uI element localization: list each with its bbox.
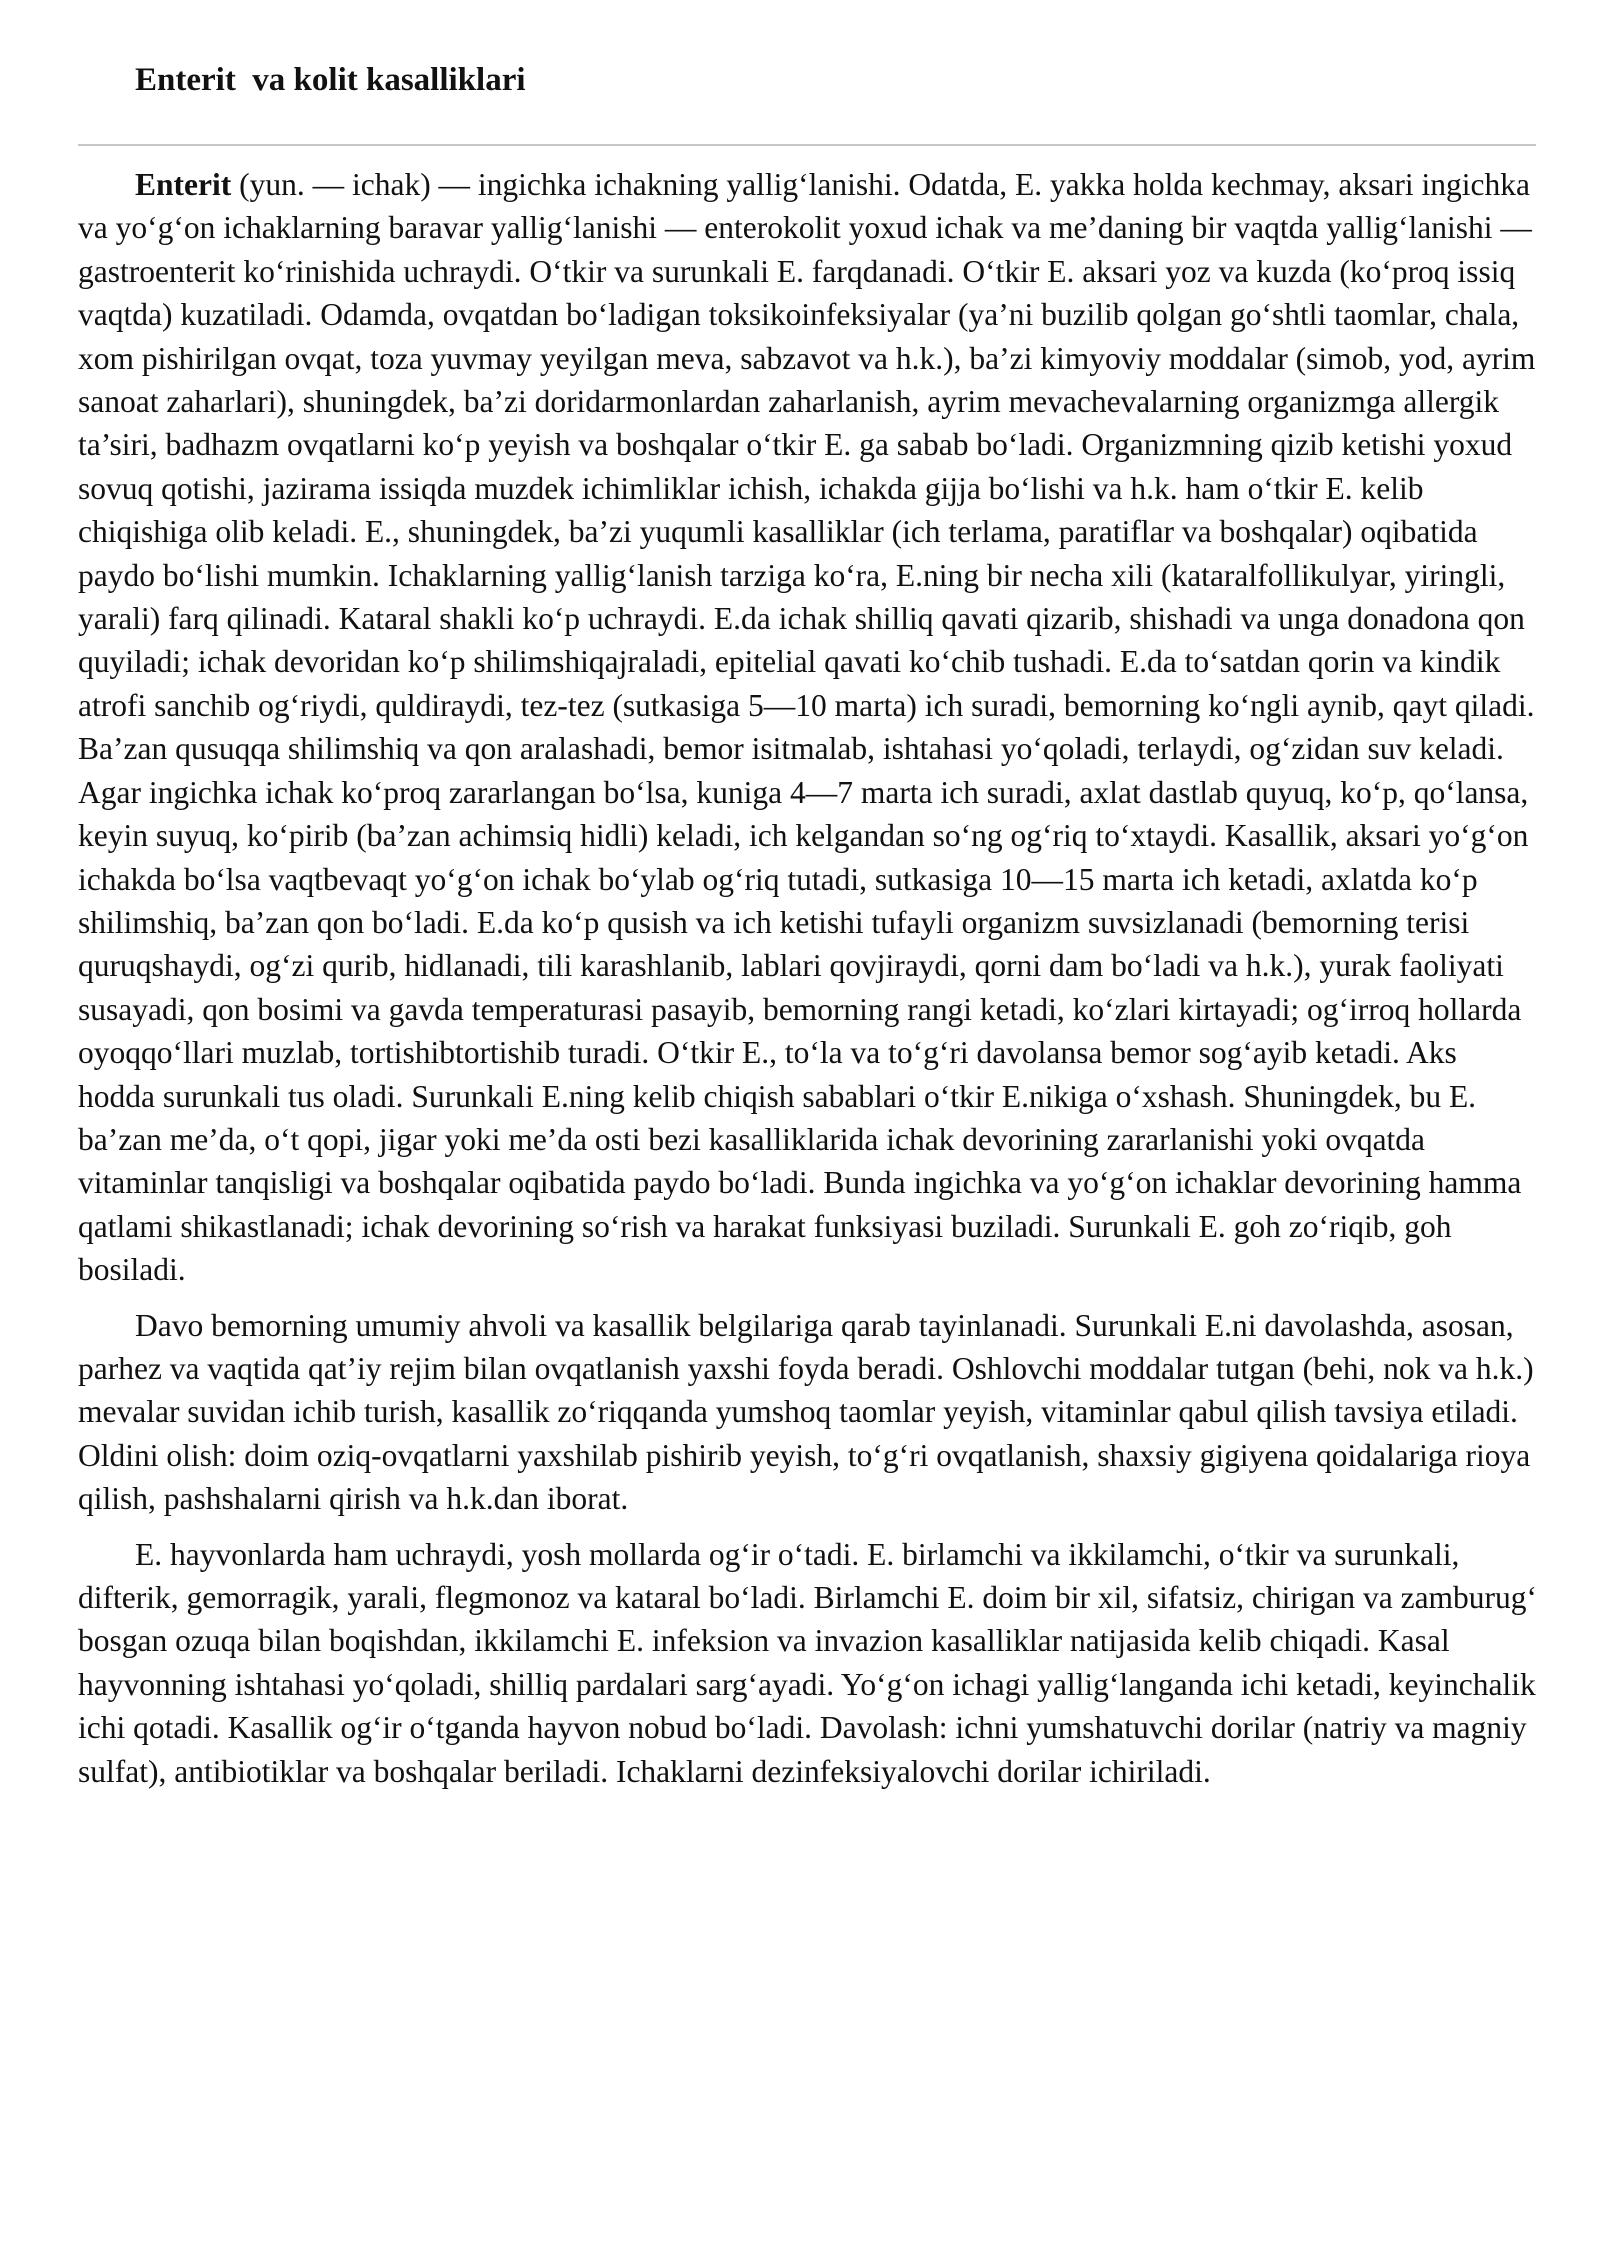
paragraph-enterit-definition [78, 163, 1538, 1292]
title-divider [78, 144, 1536, 146]
term-enterit: Enterit [135, 167, 232, 202]
document-body [78, 163, 1538, 1805]
paragraph-text: (yun. — ichak) — ingichka ichakning yallig‘lanishi. Odatda, E. yakka holda kechmay, aksari ingichka va yo‘g‘on ichaklarning baravar yallig‘lanishi — enterokolit yoxud ichak va me’daning bir vaqtda yallig‘lanishi — gastroenterit ko‘rinishida uchraydi. O‘tkir va surunkali E. farqdanadi. O‘tkir E. aksari yoz va kuzda (ko‘proq issiq vaqtda) kuzatiladi. Odamda, ovqatdan bo‘ladigan toksikoinfeksiyalar (ya’ni buzilib qolgan go‘shtli taomlar, chala, xom pishirilgan ovqat, toza yuvmay yeyilgan meva, sabzavot va h.k.), ba’zi kimyoviy moddalar (simob, yod, ayrim sanoat zaharlari), shuningdek, ba’zi doridarmonlardan zaharlanish, ayrim mevachevalarning organizmga allergik ta’siri, badhazm ovqatlarni ko‘p yeyish va boshqalar o‘tkir E. ga sabab bo‘ladi. Organizmning qizib ketishi yoxud sovuq qotishi, jazirama issiqda muzdek ichimliklar ichish, ichakda gijja bo‘lishi va h.k. ham o‘tkir E. kelib chiqishiga olib keladi. E., shuningdek, ba’zi yuqumli kasalliklar (ich terlama, paratiflar va boshqalar) oqibatida paydo bo‘lishi mumkin. Ichaklarning yallig‘lanish tarziga ko‘ra, E.ning bir necha xili (kataralfollikulyar, yiringli, yarali) farq qilinadi. Kataral shakli ko‘p uchraydi. E.da ichak shilliq qavati qizarib, shishadi va unga donadona qon quyiladi; ichak devoridan ko‘p shilimshiqajraladi, epitelial qavati ko‘chib tushadi. E.da to‘satdan qorin va kindik atrofi sanchib og‘riydi, quldiraydi, tez-tez (sutkasiga 5—10 marta) ich suradi, bemorning ko‘ngli aynib, qayt qiladi. Ba’zan qusuqqa shilimshiq va qon aralashadi, bemor isitmalab, ishtahasi yo‘qoladi, terlaydi, og‘zidan suv keladi. Agar ingichka ichak ko‘proq zararlangan bo‘lsa, kuniga 4—7 marta ich suradi, axlat dastlab quyuq, ko‘p, qo‘lansa, keyin suyuq, ko‘pirib (ba’zan achimsiq hidli) keladi, ich kelgandan so‘ng og‘riq to‘xtaydi. Kasallik, aksari yo‘g‘on ichakda bo‘lsa vaqtbevaqt yo‘g‘on ichak bo‘ylab og‘riq tutadi, sutkasiga 10—15 marta ich ketadi, axlatda ko‘p shilimshiq, ba’zan qon bo‘ladi. E.da ko‘p qusish va ich ketishi tufayli organizm suvsizlanadi (bemorning terisi quruqshaydi, og‘zi qurib, hidlanadi, tili karashlanib, lablari qovjiraydi, qorni dam bo‘ladi va h.k.), yurak faoliyati susayadi, qon bosimi va gavda temperaturasi pasayib, bemorning rangi ketadi, ko‘zlari kirtayadi; og‘irroq hollarda oyoqqo‘llari muzlab, tortishibtortishib turadi. O‘tkir E., to‘la va to‘g‘ri davolansa bemor sog‘ayib ketadi. Aks hodda surunkali tus oladi. Surunkali E.ning kelib chiqish sabablari o‘tkir E.nikiga o‘xshash. Shuningdek, bu E. ba’zan me’da, o‘t qopi, jigar yoki me’da osti bezi kasalliklarida ichak devorining zararlanishi yoki ovqatda vitaminlar tanqisligi va boshqalar oqibatida paydo bo‘ladi. Bunda ingichka va yo‘g‘on ichaklar devorining hamma qatlami shikastlanadi; ichak devorining so‘rish va harakat funksiyasi buziladi. Surunkali E. goh zo‘riqib, goh bosiladi. [78, 167, 1536, 1288]
paragraph-text: E. hayvonlarda ham uchraydi, yosh mollarda og‘ir o‘tadi. E. birlamchi va ikkilamchi, o‘tkir va surunkali, difterik, gemorragik, yarali, flegmonoz va kataral bo‘ladi. Birlamchi E. doim bir xil, sifatsiz, chirigan va zamburug‘ bosgan ozuqa bilan boqishdan, ikkilamchi E. infeksion va invazion kasalliklar natijasida kelib chiqadi. Kasal hayvonning ishtahasi yo‘qoladi, shilliq pardalari sarg‘ayadi. Yo‘g‘on ichagi yallig‘langanda ichi ketadi, keyinchalik ichi qotadi. Kasallik og‘ir o‘tganda hayvon nobud bo‘ladi. Davolash: ichni yumshatuvchi dorilar (natriy va magniy sulfat), antibiotiklar va boshqalar beriladi. Ichaklarni dezinfeksiyalovchi dorilar ichiriladi. [78, 1536, 1538, 1789]
paragraph-animals [78, 1533, 1538, 1793]
paragraph-text: Davo bemorning umumiy ahvoli va kasallik belgilariga qarab tayinlanadi. Surunkali E.ni davolashda, asosan, parhez va vaqtida qat’iy rejim bilan ovqatlanish yaxshi foyda beradi. Oshlovchi moddalar tutgan (behi, nok va h.k.) mevalar suvidan ichib turish, kasallik zo‘riqqanda yumshoq taomlar yeyish, vitaminlar qabul qilish tavsiya etiladi. Oldini olish: doim oziq-ovqatlarni yaxshilab pishirib yeyish, to‘g‘ri ovqatlanish, shaxsiy gigiyena qoidalariga rioya qilish, pashshalarni qirish va h.k.dan iborat. [78, 1307, 1534, 1517]
paragraph-treatment [78, 1304, 1538, 1521]
document-title: Enterit va kolit kasalliklari [135, 62, 526, 98]
